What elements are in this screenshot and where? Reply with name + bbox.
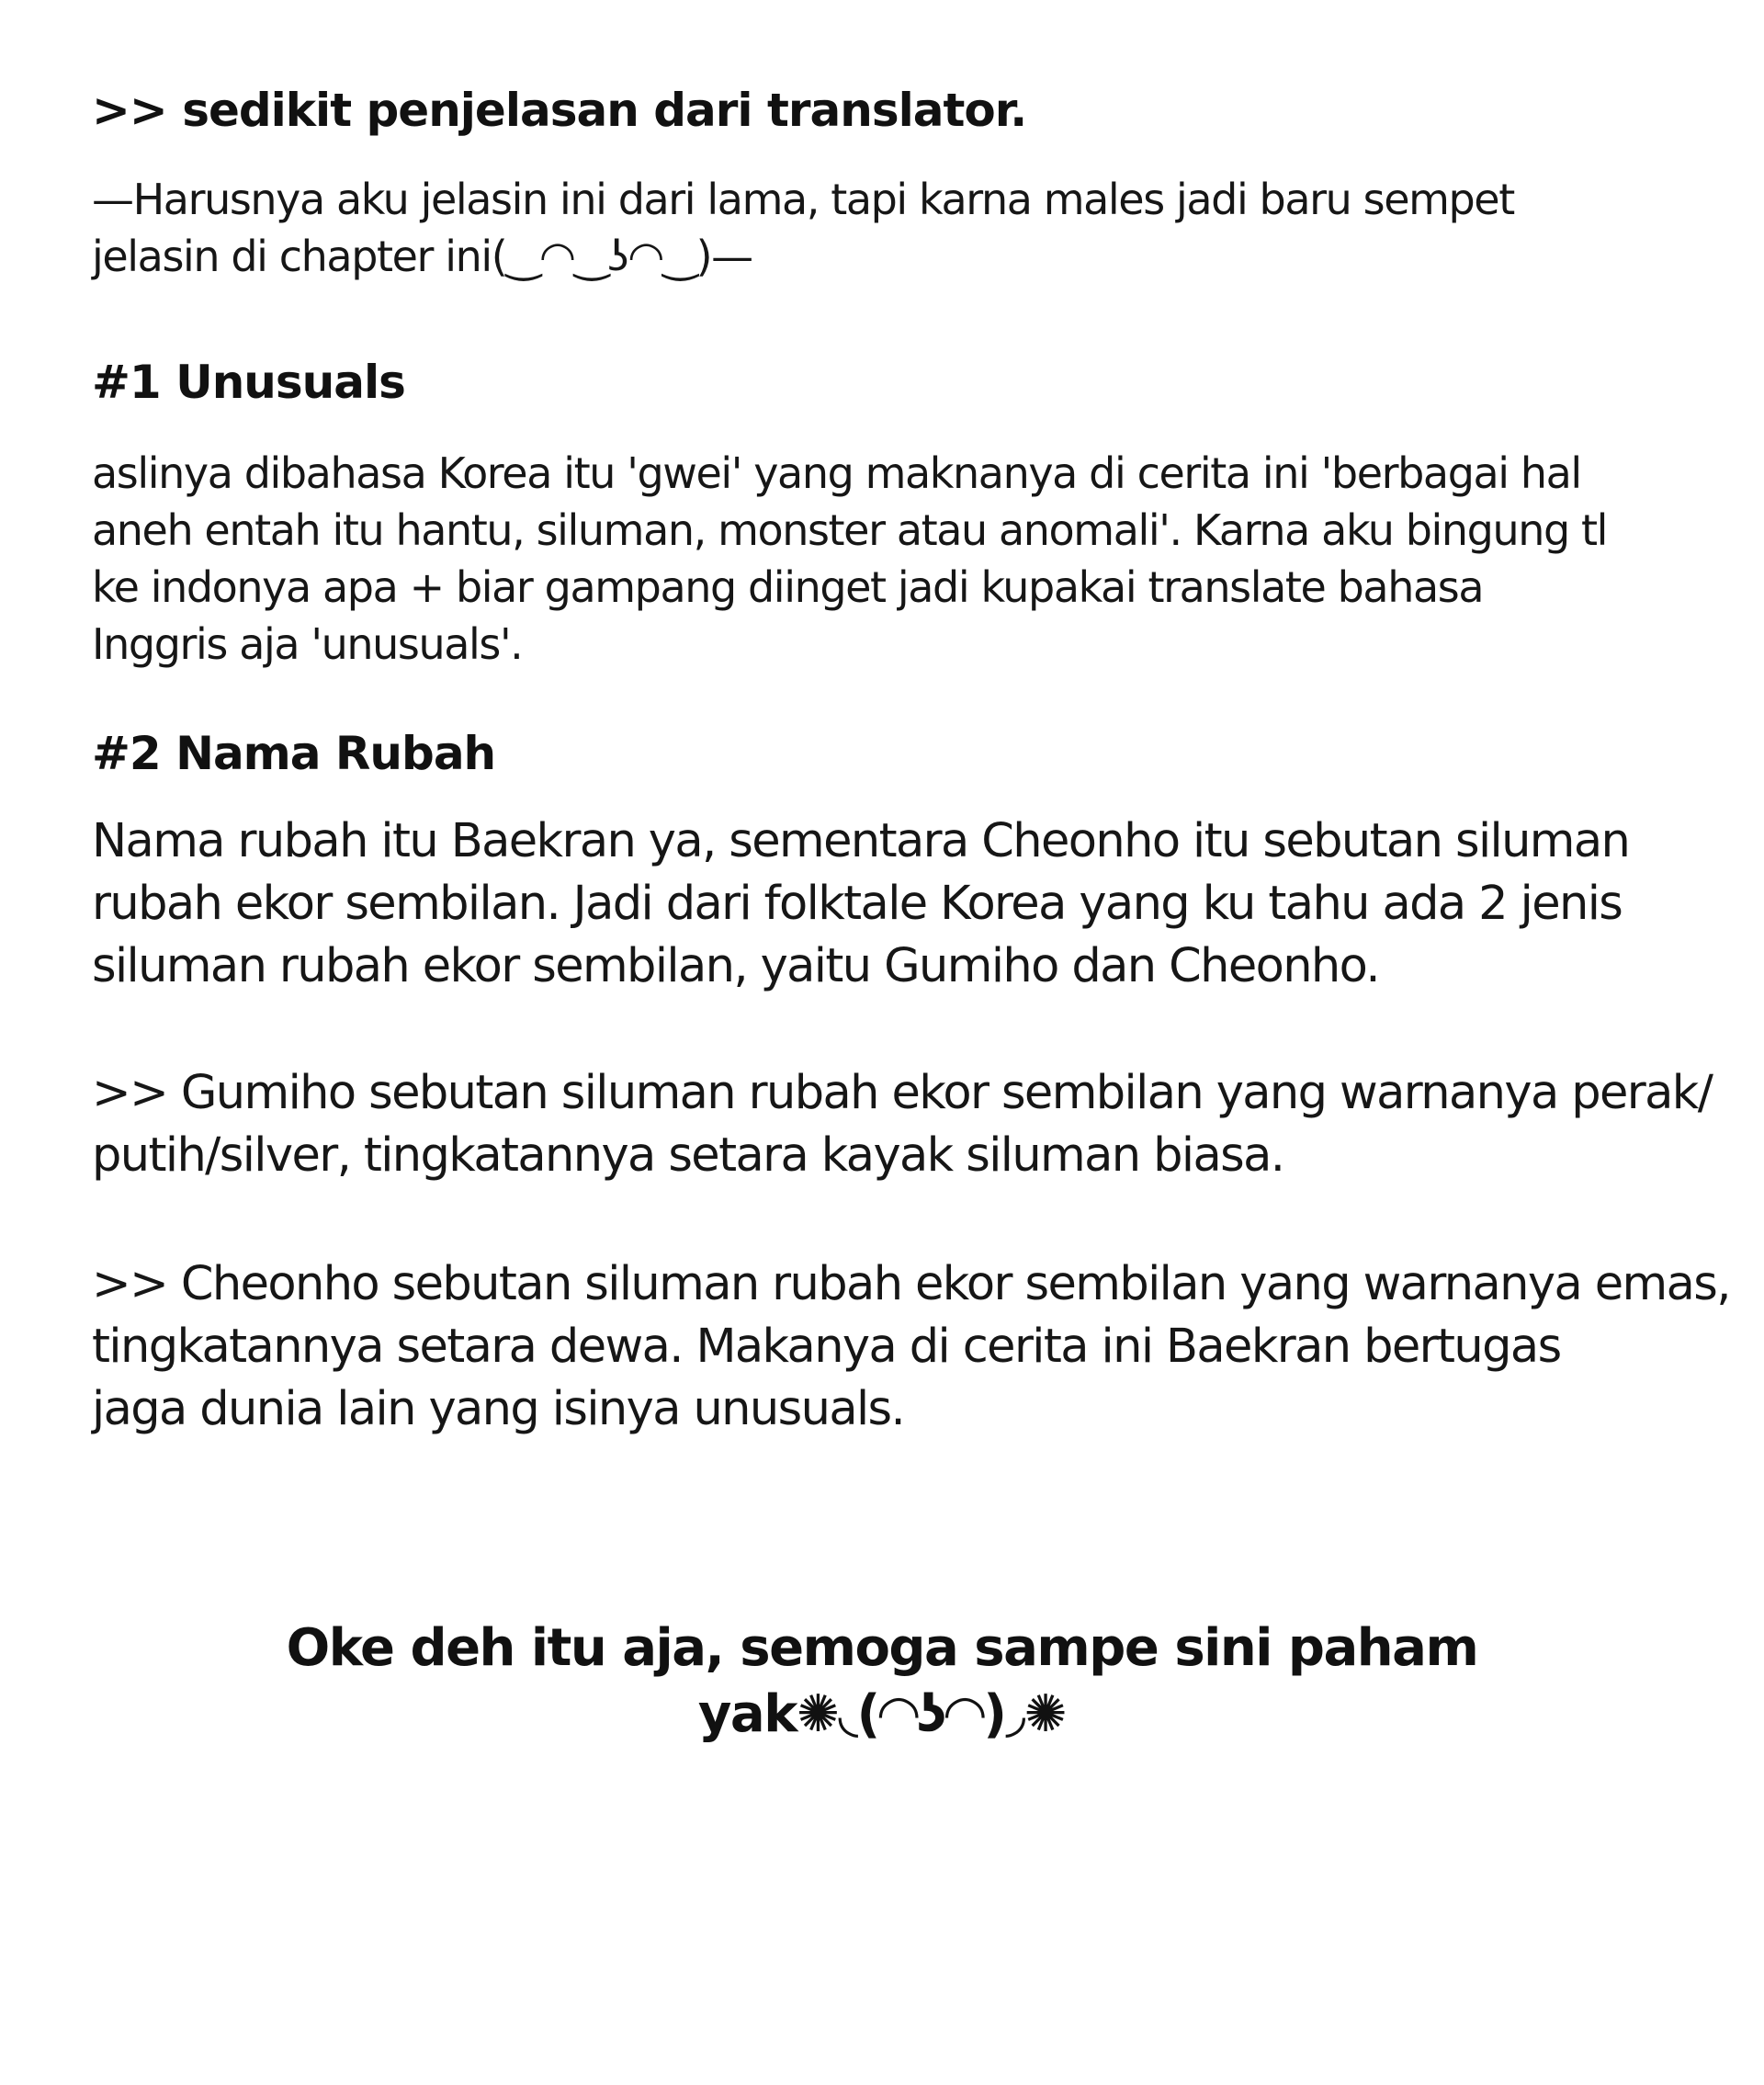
cheonho-paragraph: [92, 1253, 1730, 1441]
section2-intro-line: rubah ekor sembilan. Jadi dari folktale Korea yang ku tahu ada 2 jenis: [92, 877, 1623, 931]
cheonho-line: tingkatannya setara dewa. Makanya di cerita ini Baekran bertugas: [92, 1320, 1561, 1374]
section1-line: ke indonya apa + biar gampang diinget jadi kupakai translate bahasa: [92, 562, 1484, 612]
section2-intro-line: siluman rubah ekor sembilan, yaitu Gumiho dan Cheonho.: [92, 939, 1379, 993]
closing-line: Oke deh itu aja, semoga sampe sini paham: [286, 1618, 1478, 1678]
intro-heading: >> sedikit penjelasan dari translator.: [92, 84, 1027, 137]
gumiho-line: putih/silver, tingkatannya setara kayak siluman biasa.: [92, 1128, 1284, 1183]
cheonho-line: jaga dunia lain yang isinya unusuals.: [92, 1382, 905, 1436]
closing-message: [0, 1615, 1764, 1748]
section1-heading: #1 Unusuals: [92, 356, 405, 409]
closing-line: yak✺◟(◠ʖ◠)◞✺: [697, 1684, 1067, 1744]
intro-paragraph: [92, 171, 1514, 285]
section2-intro-paragraph: [92, 810, 1629, 998]
intro-line: jelasin di chapter ini(‿◠‿ʖ◠‿)—: [92, 232, 752, 281]
section2-heading: #2 Nama Rubah: [92, 727, 496, 780]
cheonho-line: >> Cheonho sebutan siluman rubah ekor sembilan yang warnanya emas,: [92, 1257, 1730, 1311]
section1-line: aslinya dibahasa Korea itu 'gwei' yang maknanya di cerita ini 'berbagai hal: [92, 448, 1581, 498]
section2-intro-line: Nama rubah itu Baekran ya, sementara Cheonho itu sebutan siluman: [92, 814, 1630, 868]
section1-line: Inggris aja 'unusuals'.: [92, 619, 523, 669]
intro-line: —Harusnya aku jelasin ini dari lama, tapi karna males jadi baru sempet: [92, 175, 1514, 224]
gumiho-paragraph: [92, 1062, 1712, 1187]
gumiho-line: >> Gumiho sebutan siluman rubah ekor sembilan yang warnanya perak/: [92, 1066, 1713, 1120]
section1-line: aneh entah itu hantu, siluman, monster atau anomali'. Karna aku bingung tl: [92, 505, 1608, 555]
section1-paragraph: [92, 445, 1607, 673]
